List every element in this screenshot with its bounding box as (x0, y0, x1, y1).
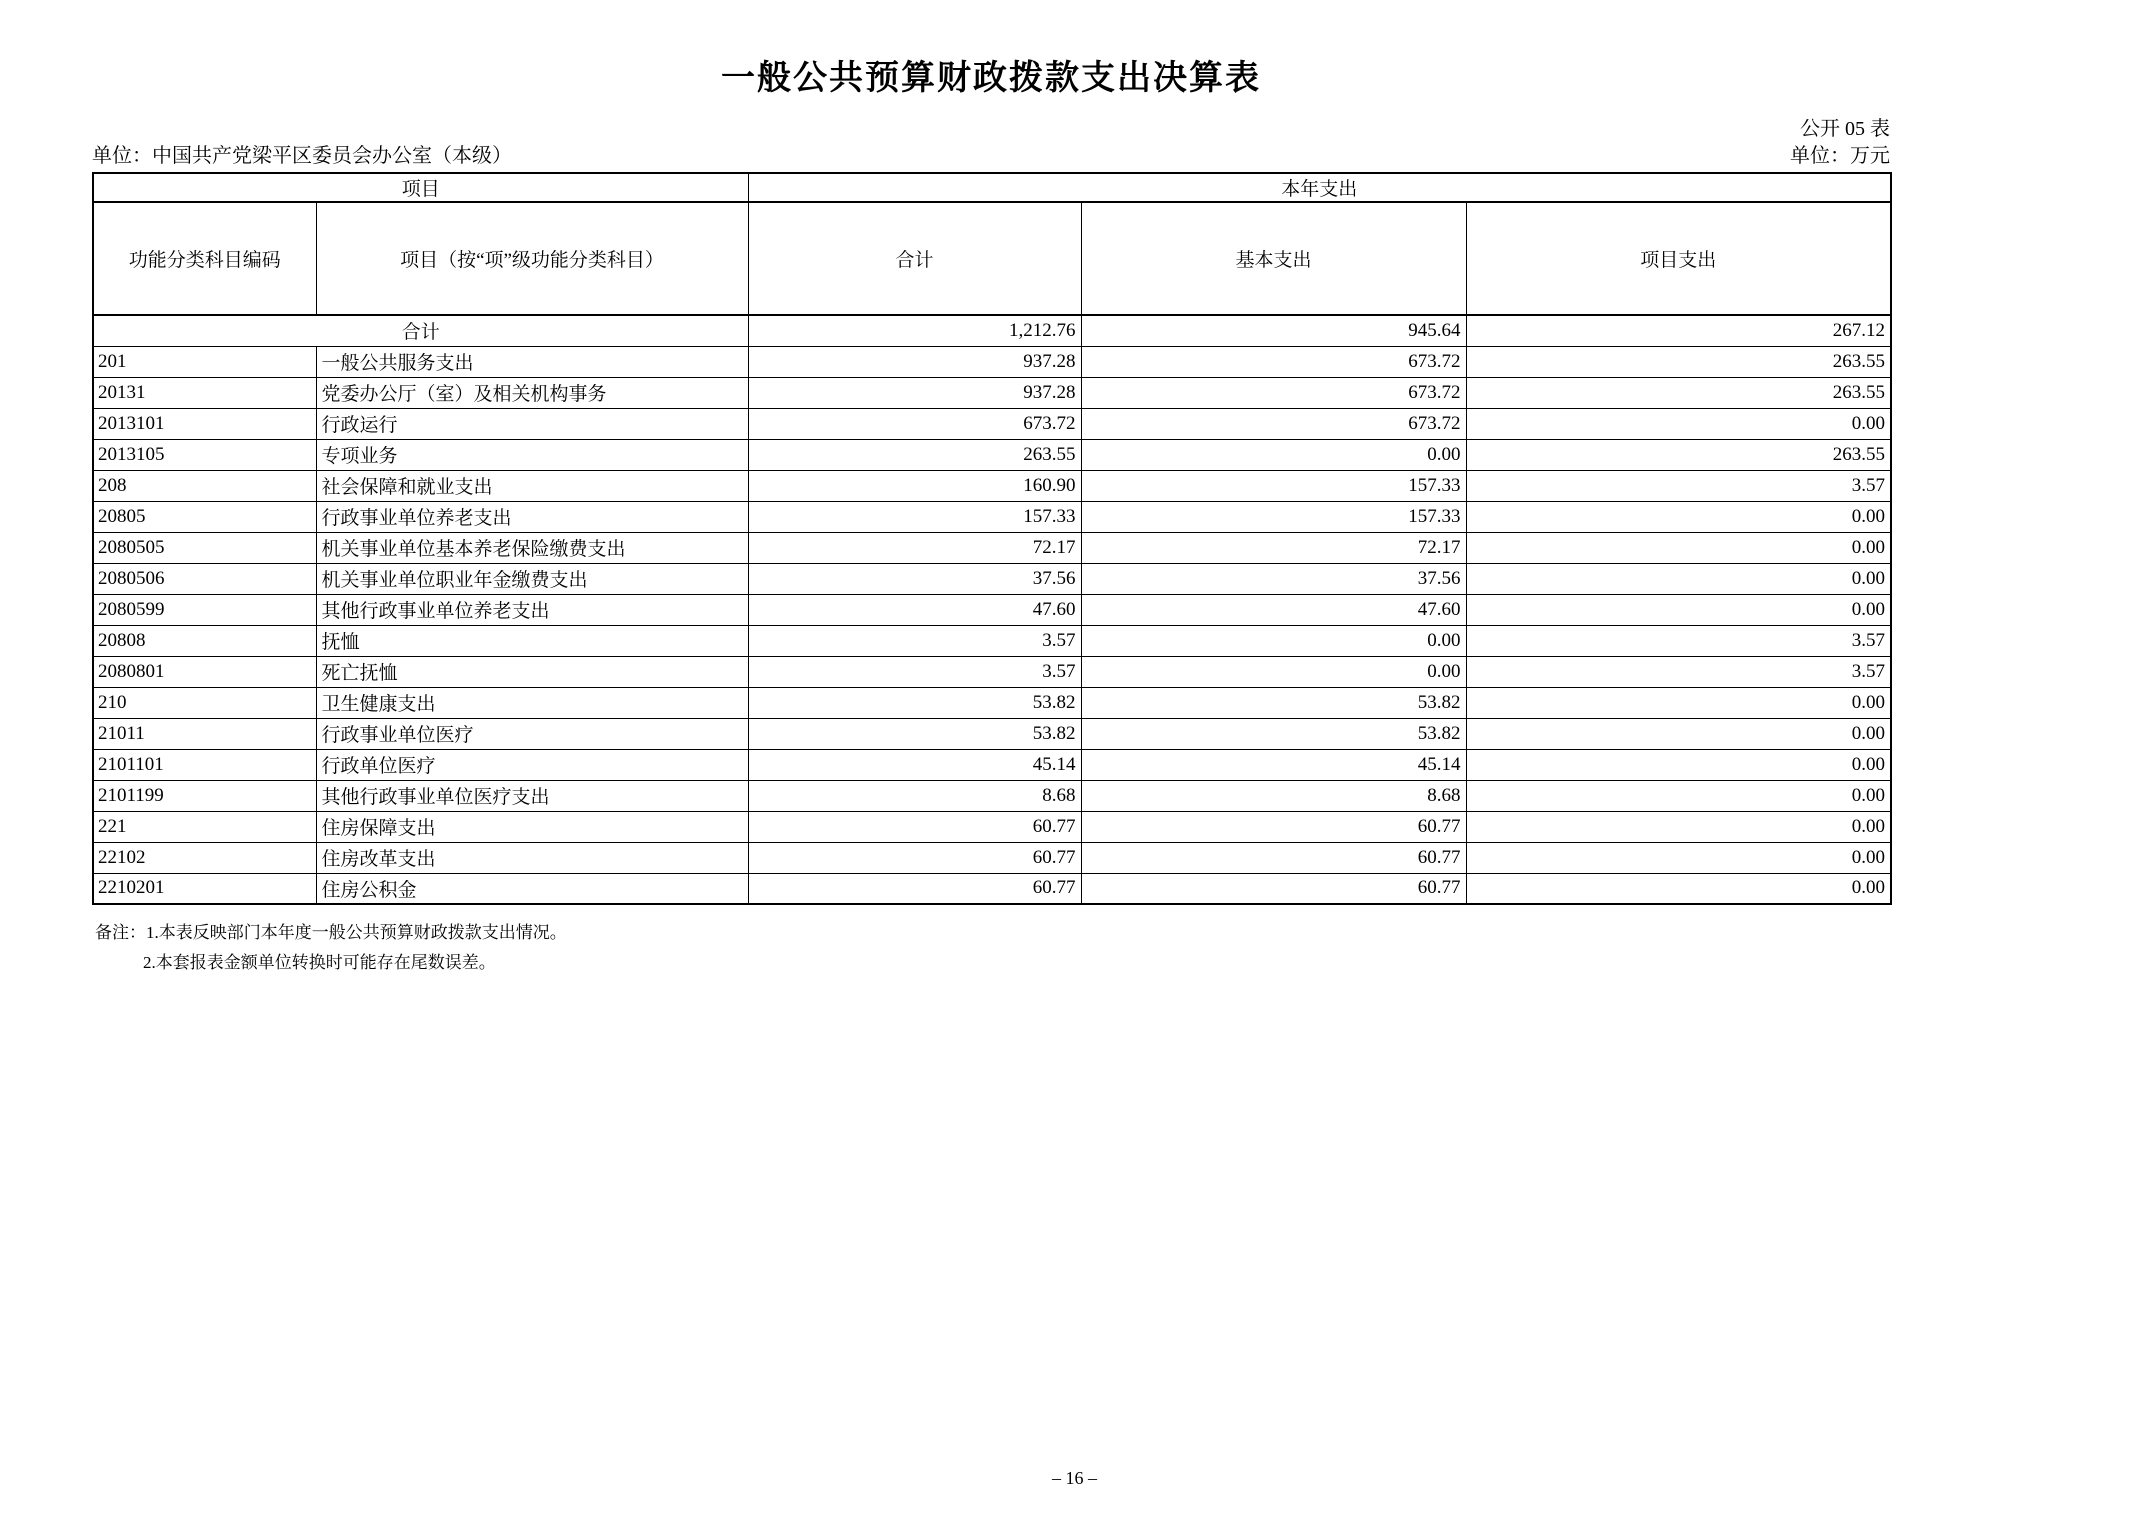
row-project: 0.00 (1466, 780, 1891, 811)
table-row (93, 811, 1891, 842)
row-name: 住房公积金 (316, 873, 748, 904)
row-total: 3.57 (748, 656, 1081, 687)
row-project: 263.55 (1466, 346, 1891, 377)
table-row (93, 718, 1891, 749)
row-code: 2080506 (93, 563, 316, 594)
row-total: 937.28 (748, 377, 1081, 408)
row-total: 8.68 (748, 780, 1081, 811)
row-code: 2210201 (93, 873, 316, 904)
row-project: 0.00 (1466, 718, 1891, 749)
row-project: 0.00 (1466, 563, 1891, 594)
row-code: 20808 (93, 625, 316, 656)
row-total: 3.57 (748, 625, 1081, 656)
row-project: 3.57 (1466, 656, 1891, 687)
row-basic: 53.82 (1081, 718, 1466, 749)
row-total: 673.72 (748, 408, 1081, 439)
total-row-label: 合计 (93, 315, 748, 346)
row-basic: 53.82 (1081, 687, 1466, 718)
header-columns-row (93, 202, 1891, 315)
row-code: 2013101 (93, 408, 316, 439)
row-total: 160.90 (748, 470, 1081, 501)
header-col-item-name: 项目（按“项”级功能分类科目） (316, 202, 748, 315)
row-name: 住房保障支出 (316, 811, 748, 842)
org-unit-label: 单位：中国共产党梁平区委员会办公室（本级） (92, 145, 512, 167)
table-row (93, 501, 1891, 532)
table-row (93, 377, 1891, 408)
table-row (93, 749, 1891, 780)
row-name: 机关事业单位基本养老保险缴费支出 (316, 532, 748, 563)
header-group-year-expense: 本年支出 (748, 173, 1891, 202)
row-total: 53.82 (748, 687, 1081, 718)
row-basic: 157.33 (1081, 501, 1466, 532)
row-basic: 60.77 (1081, 873, 1466, 904)
row-name: 一般公共服务支出 (316, 346, 748, 377)
row-total: 37.56 (748, 563, 1081, 594)
row-total: 45.14 (748, 749, 1081, 780)
table-row (93, 656, 1891, 687)
money-unit-label: 单位：万元 (1790, 145, 1890, 167)
row-project: 0.00 (1466, 811, 1891, 842)
row-basic: 157.33 (1081, 470, 1466, 501)
row-total: 60.77 (748, 842, 1081, 873)
row-code: 2080505 (93, 532, 316, 563)
table-row (93, 563, 1891, 594)
row-project: 0.00 (1466, 842, 1891, 873)
row-name: 卫生健康支出 (316, 687, 748, 718)
table-row (93, 873, 1891, 904)
row-code: 201 (93, 346, 316, 377)
page-title: 一般公共预算财政拨款支出决算表 (721, 60, 1261, 97)
row-total: 157.33 (748, 501, 1081, 532)
row-name: 机关事业单位职业年金缴费支出 (316, 563, 748, 594)
row-project: 3.57 (1466, 470, 1891, 501)
note-line-1 (95, 918, 567, 948)
row-name: 行政运行 (316, 408, 748, 439)
row-code: 20805 (93, 501, 316, 532)
row-name: 抚恤 (316, 625, 748, 656)
row-total: 47.60 (748, 594, 1081, 625)
row-name: 行政事业单位医疗 (316, 718, 748, 749)
row-total: 53.82 (748, 718, 1081, 749)
row-code: 20131 (93, 377, 316, 408)
row-total: 72.17 (748, 532, 1081, 563)
row-name: 社会保障和就业支出 (316, 470, 748, 501)
row-name: 行政单位医疗 (316, 749, 748, 780)
row-basic: 0.00 (1081, 439, 1466, 470)
row-basic: 60.77 (1081, 842, 1466, 873)
row-basic: 37.56 (1081, 563, 1466, 594)
row-basic: 60.77 (1081, 811, 1466, 842)
header-col-project-expense: 项目支出 (1466, 202, 1891, 315)
note-line-2: 2.本套报表金额单位转换时可能存在尾数误差。 (143, 953, 496, 972)
table-row (93, 842, 1891, 873)
row-project: 0.00 (1466, 594, 1891, 625)
header-col-function-code: 功能分类科目编码 (93, 202, 316, 315)
row-code: 2101199 (93, 780, 316, 811)
row-project: 263.55 (1466, 439, 1891, 470)
row-code: 221 (93, 811, 316, 842)
row-code: 21011 (93, 718, 316, 749)
row-basic: 673.72 (1081, 346, 1466, 377)
row-code: 210 (93, 687, 316, 718)
budget-table (92, 172, 1892, 905)
row-basic: 45.14 (1081, 749, 1466, 780)
header-col-basic-expense: 基本支出 (1081, 202, 1466, 315)
row-project: 3.57 (1466, 625, 1891, 656)
row-basic: 673.72 (1081, 377, 1466, 408)
doc-code-label: 公开 05 表 (1800, 118, 1890, 140)
row-name: 党委办公厅（室）及相关机构事务 (316, 377, 748, 408)
table-row (93, 594, 1891, 625)
row-name: 专项业务 (316, 439, 748, 470)
row-basic: 8.68 (1081, 780, 1466, 811)
row-code: 208 (93, 470, 316, 501)
row-project: 0.00 (1466, 687, 1891, 718)
table-row (93, 780, 1891, 811)
table-row (93, 470, 1891, 501)
table-row (93, 346, 1891, 377)
row-project: 263.55 (1466, 377, 1891, 408)
total-row-basic: 945.64 (1081, 315, 1466, 346)
row-code: 2013105 (93, 439, 316, 470)
table-row (93, 625, 1891, 656)
row-project: 0.00 (1466, 501, 1891, 532)
row-project: 0.00 (1466, 873, 1891, 904)
page-number: – 16 – (1052, 1468, 1097, 1488)
row-name: 住房改革支出 (316, 842, 748, 873)
row-code: 2080801 (93, 656, 316, 687)
row-total: 60.77 (748, 811, 1081, 842)
row-basic: 0.00 (1081, 656, 1466, 687)
header-group-item: 项目 (93, 173, 748, 202)
table-row (93, 687, 1891, 718)
notes-label: 备注： (95, 923, 146, 942)
row-project: 0.00 (1466, 532, 1891, 563)
row-code: 2101101 (93, 749, 316, 780)
row-total: 60.77 (748, 873, 1081, 904)
table-row (93, 532, 1891, 563)
header-col-total: 合计 (748, 202, 1081, 315)
row-name: 其他行政事业单位医疗支出 (316, 780, 748, 811)
row-name: 行政事业单位养老支出 (316, 501, 748, 532)
total-row-total: 1,212.76 (748, 315, 1081, 346)
header-group-row (93, 173, 1891, 202)
table-row (93, 408, 1891, 439)
row-code: 22102 (93, 842, 316, 873)
table-row (93, 439, 1891, 470)
row-project: 0.00 (1466, 749, 1891, 780)
row-name: 死亡抚恤 (316, 656, 748, 687)
row-basic: 47.60 (1081, 594, 1466, 625)
total-row-project: 267.12 (1466, 315, 1891, 346)
note-text-1: 1.本表反映部门本年度一般公共预算财政拨款支出情况。 (146, 923, 567, 942)
row-project: 0.00 (1466, 408, 1891, 439)
row-basic: 72.17 (1081, 532, 1466, 563)
row-basic: 0.00 (1081, 625, 1466, 656)
row-basic: 673.72 (1081, 408, 1466, 439)
row-code: 2080599 (93, 594, 316, 625)
row-total: 937.28 (748, 346, 1081, 377)
table-total-row (93, 315, 1891, 346)
row-name: 其他行政事业单位养老支出 (316, 594, 748, 625)
notes-block (95, 918, 567, 978)
row-total: 263.55 (748, 439, 1081, 470)
